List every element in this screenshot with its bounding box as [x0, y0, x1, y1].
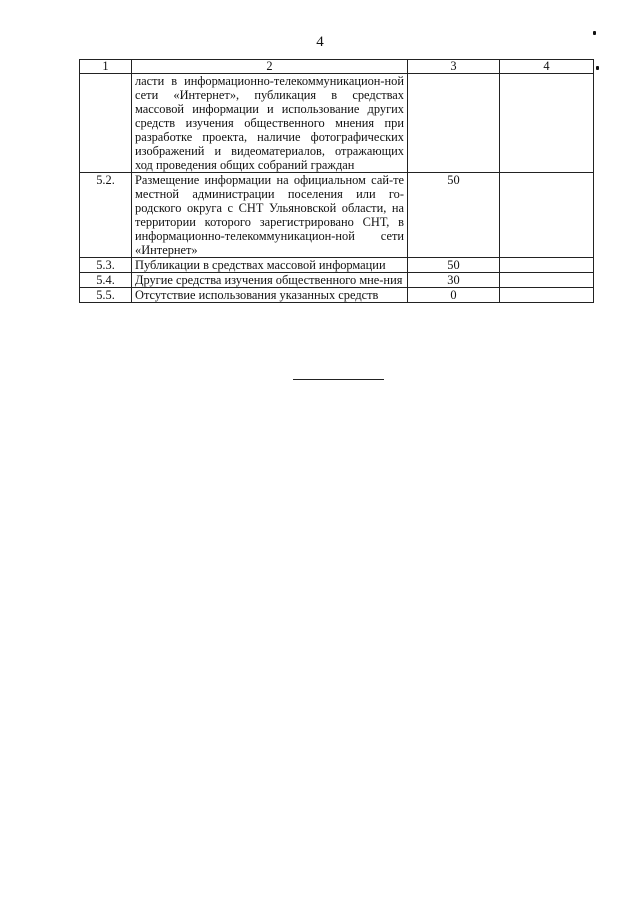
row-number: 5.4.	[80, 273, 132, 288]
row-description: Размещение информации на официальном сай-те местной администрации поселения или го-родского округа с СНТ Ульяновской области, на территории которого зарегистрировано СНТ, в информационно-телекоммуникацион-ной сети «Интернет»	[132, 173, 408, 258]
row-col4	[500, 288, 594, 303]
page-number: 4	[316, 34, 324, 50]
row-number: 5.5.	[80, 288, 132, 303]
row-number: 5.3.	[80, 258, 132, 273]
row-col4	[500, 258, 594, 273]
row-number: 5.2.	[80, 173, 132, 258]
scan-speck	[593, 31, 596, 35]
row-col4	[500, 74, 594, 173]
row-score: 50	[408, 258, 500, 273]
table-row	[80, 258, 594, 273]
column-header-4: 4	[500, 60, 594, 74]
criteria-table	[79, 59, 594, 303]
table-row	[80, 74, 594, 173]
row-score: 30	[408, 273, 500, 288]
column-header-1: 1	[80, 60, 132, 74]
column-header-3: 3	[408, 60, 500, 74]
row-description: Публикации в средствах массовой информации	[132, 258, 408, 273]
closing-rule	[293, 379, 384, 380]
scan-speck	[596, 66, 599, 70]
row-description: Другие средства изучения общественного мне-ния	[132, 273, 408, 288]
row-score	[408, 74, 500, 173]
row-description: Отсутствие использования указанных средств	[132, 288, 408, 303]
table-row	[80, 173, 594, 258]
row-col4	[500, 273, 594, 288]
table-row	[80, 273, 594, 288]
row-description: ласти в информационно-телекоммуникацион-ной сети «Интернет», публикация в средствах массовой информации и использование других средств изучения общественного мнения при разработке проекта, наличие фотографических изображений и видеоматериалов, отражающих ход проведения общих собраний граждан	[132, 74, 408, 173]
table-row	[80, 288, 594, 303]
row-score: 0	[408, 288, 500, 303]
row-col4	[500, 173, 594, 258]
row-number	[80, 74, 132, 173]
column-header-2: 2	[132, 60, 408, 74]
row-score: 50	[408, 173, 500, 258]
table-header-row	[80, 60, 594, 74]
